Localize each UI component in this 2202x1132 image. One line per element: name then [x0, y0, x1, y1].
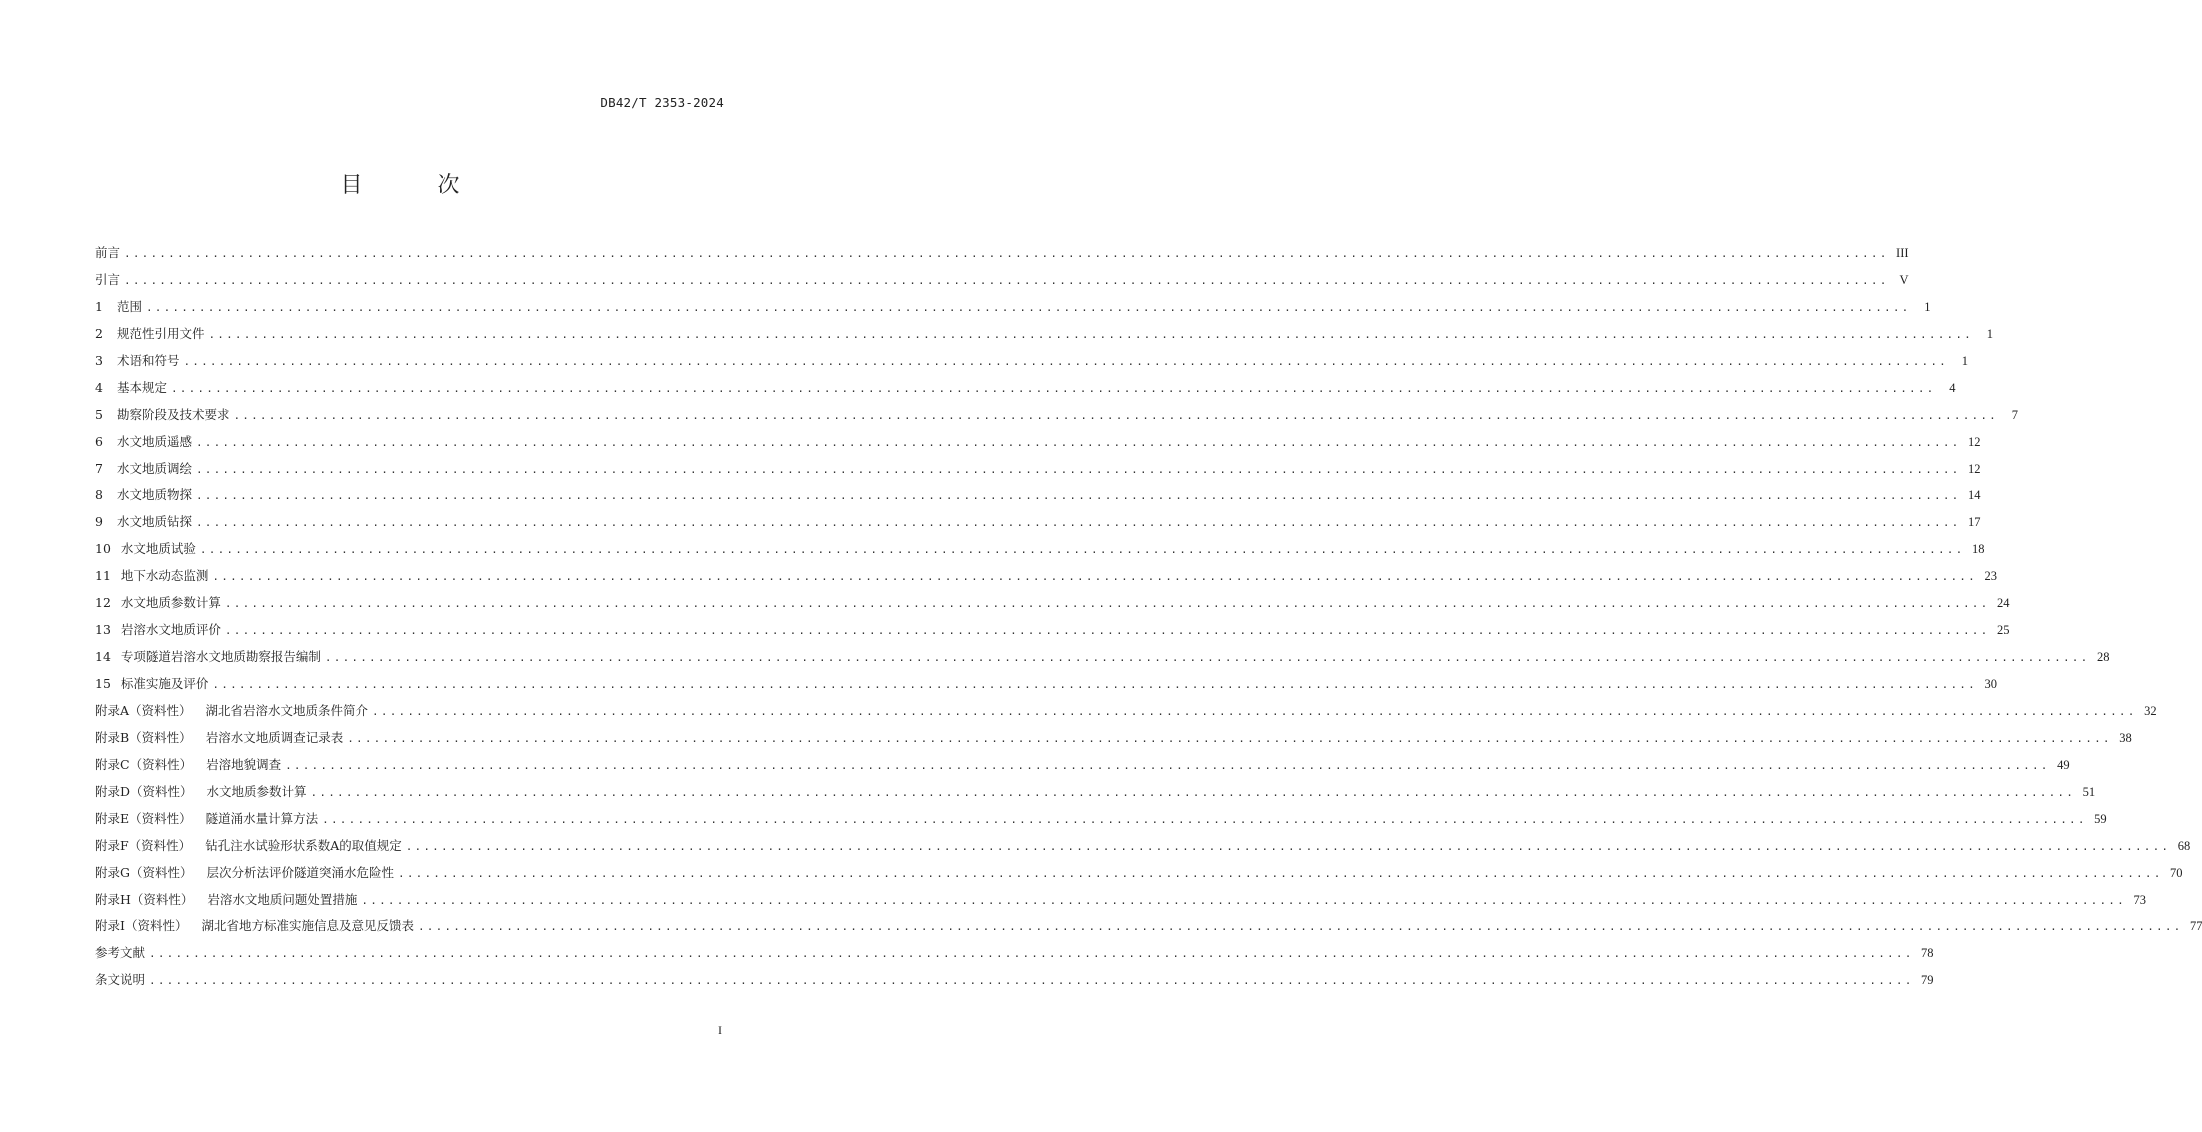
toc-entry-number: 10 — [95, 541, 111, 557]
toc-entry-number: 附录H（资料性） — [95, 891, 194, 907]
toc-entry-number: 9 — [95, 514, 103, 530]
toc-entry-number: 11 — [95, 568, 111, 584]
toc-entry-page: 25 — [1996, 623, 2010, 638]
toc-dot-leader: ........................................................................................................................................................................................................ — [233, 408, 1998, 422]
document-code: DB42/T 2353-2024 — [600, 95, 724, 110]
toc-entry[interactable] — [95, 402, 2018, 429]
toc-entry-page: 30 — [1984, 677, 1997, 691]
toc-entry-number: 附录F（资料性） — [95, 837, 192, 853]
toc-dot-leader: ........................................................................................................................................................................................................ — [372, 704, 2137, 718]
toc-dot-leader: ........................................................................................................................................................................................................ — [149, 974, 1914, 988]
toc-entry-number: 8 — [95, 487, 103, 503]
toc-entry-number: 13 — [95, 622, 111, 638]
toc-entry[interactable] — [95, 294, 1931, 321]
toc-dot-leader: ........................................................................................................................................................................................................ — [149, 947, 1914, 961]
toc-entry-title: 参考文献 — [95, 945, 146, 961]
toc-entry-number: 附录I（资料性） — [95, 918, 188, 934]
toc-entry[interactable] — [95, 887, 2146, 914]
toc-entry-page: 1 — [1986, 326, 1993, 341]
toc-entry-number: 4 — [95, 379, 103, 395]
toc-entry-title: 术语和符号 — [116, 352, 180, 368]
toc-entry-title: 岩溶水文地质问题处置措施 — [207, 891, 358, 907]
toc-entry[interactable] — [95, 590, 2010, 617]
toc-entry-title: 水文地质钻探 — [116, 514, 192, 530]
toc-entry[interactable] — [95, 725, 2132, 752]
toc-entry-title: 水文地质调绘 — [116, 460, 192, 476]
toc-dot-leader: ........................................................................................................................................................................................................ — [124, 273, 1889, 287]
toc-entry[interactable] — [95, 482, 1981, 509]
toc-entry-title: 钻孔注水试验形状系数A的取值规定 — [205, 837, 402, 853]
toc-entry-page: 79 — [1921, 973, 1934, 988]
toc-entry-title: 湖北省岩溶水文地质条件简介 — [205, 702, 369, 718]
toc-entry-page: 68 — [2177, 838, 2191, 853]
toc-entry[interactable] — [95, 429, 1981, 456]
toc-entry-page: 49 — [2057, 757, 2070, 772]
toc-entry[interactable] — [95, 563, 1997, 590]
toc-entry-number: 1 — [95, 298, 103, 314]
toc-dot-leader: ........................................................................................................................................................................................................ — [347, 731, 2112, 745]
toc-dot-leader: ........................................................................................................................................................................................................ — [310, 785, 2076, 799]
toc-entry[interactable] — [95, 698, 2157, 725]
toc-entry[interactable] — [95, 860, 2183, 887]
toc-entry-title: 岩溶水文地质评价 — [120, 622, 221, 638]
toc-entry-title: 水文地质遥感 — [116, 433, 192, 449]
toc-entry-number: 附录C（资料性） — [95, 756, 193, 772]
toc-dot-leader: ........................................................................................................................................................................................................ — [285, 758, 2050, 772]
toc-entry[interactable] — [95, 348, 1968, 375]
toc-entry-page: 73 — [2133, 892, 2146, 907]
toc-dot-leader: ........................................................................................................................................................................................................ — [199, 543, 1965, 557]
toc-entry-title: 水文地质试验 — [120, 541, 196, 557]
toc-entry-title: 岩溶地貌调查 — [206, 756, 282, 772]
toc-entry-page: 1 — [1961, 353, 1968, 368]
toc-entry-number: 6 — [95, 433, 103, 449]
toc-entry-page: 78 — [1921, 946, 1934, 961]
toc-dot-leader: ........................................................................................................................................................................................................ — [195, 435, 1961, 449]
toc-entry-title: 专项隧道岩溶水文地质勘察报告编制 — [120, 649, 321, 665]
toc-entry-title: 水文地质参数计算 — [206, 783, 307, 799]
toc-entry-page: 32 — [2144, 703, 2157, 718]
toc-entry-title: 层次分析法评价隧道突涌水危险性 — [206, 864, 395, 880]
toc-dot-leader: ........................................................................................................................................................................................................ — [417, 920, 2183, 934]
toc-entry[interactable] — [95, 536, 1985, 563]
toc-entry-page: 12 — [1967, 434, 1981, 449]
toc-dot-leader: ........................................................................................................................................................................................................ — [398, 866, 2163, 880]
toc-dot-leader: ........................................................................................................................................................................................................ — [124, 247, 1889, 260]
toc-dot-leader: ........................................................................................................................................................................................................ — [405, 839, 2171, 853]
toc-entry[interactable] — [95, 240, 1909, 267]
toc-dot-leader: ........................................................................................................................................................................................................ — [324, 651, 2090, 665]
toc-entry[interactable] — [95, 779, 2096, 806]
toc-dot-leader: ........................................................................................................................................................................................................ — [170, 381, 1936, 395]
toc-dot-leader: ........................................................................................................................................................................................................ — [322, 812, 2087, 826]
toc-entry[interactable] — [95, 644, 2110, 671]
table-of-contents — [95, 240, 2202, 994]
toc-entry-title: 条文说明 — [95, 972, 146, 988]
toc-entry-title: 规范性引用文件 — [116, 325, 205, 341]
toc-entry-number: 附录E（资料性） — [95, 810, 192, 826]
toc-entry-page: 70 — [2170, 865, 2183, 880]
toc-entry[interactable] — [95, 267, 1909, 294]
toc-entry[interactable] — [95, 806, 2107, 833]
toc-entry[interactable] — [95, 321, 1993, 348]
toc-entry-page: V — [1899, 272, 1909, 287]
toc-entry[interactable] — [95, 967, 1934, 994]
toc-entry[interactable] — [95, 375, 1956, 402]
toc-entry[interactable] — [95, 752, 2070, 779]
toc-entry-title: 湖北省地方标准实施信息及意见反馈表 — [201, 918, 414, 934]
page-title: 目 次 — [340, 173, 494, 198]
toc-entry-number: 5 — [95, 406, 103, 422]
toc-entry-page: 28 — [2096, 650, 2110, 665]
toc-entry-number: 3 — [95, 352, 103, 368]
toc-dot-leader: ........................................................................................................................................................................................................ — [212, 570, 1977, 584]
toc-dot-leader: ........................................................................................................................................................................................................ — [183, 354, 1948, 368]
toc-entry-number: 14 — [95, 649, 111, 665]
toc-entry-title: 前言 — [95, 245, 121, 260]
toc-entry-number: 附录B（资料性） — [95, 729, 192, 745]
toc-entry-title: 地下水动态监测 — [120, 568, 209, 584]
toc-entry-page: 4 — [1949, 380, 1956, 395]
toc-entry-number: 7 — [95, 460, 103, 476]
toc-entry-page: 77 — [2189, 919, 2202, 934]
toc-entry-title: 基本规定 — [116, 379, 167, 395]
toc-entry[interactable] — [95, 456, 1981, 483]
toc-dot-leader: ........................................................................................................................................................................................................ — [224, 624, 1990, 638]
toc-entry-title: 水文地质物探 — [116, 487, 192, 503]
toc-entry-number: 12 — [95, 595, 111, 611]
toc-entry-page: 7 — [2011, 407, 2018, 422]
toc-dot-leader: ........................................................................................................................................................................................................ — [208, 327, 1973, 341]
toc-entry-page: 12 — [1967, 461, 1981, 476]
toc-entry-page: 51 — [2082, 784, 2096, 799]
toc-entry[interactable] — [95, 509, 1981, 536]
toc-entry-page: 17 — [1967, 515, 1981, 530]
toc-entry-page: 24 — [1996, 596, 2010, 611]
toc-dot-leader: ........................................................................................................................................................................................................ — [361, 893, 2126, 907]
toc-entry-page: III — [1896, 246, 1909, 260]
toc-entry-number: 附录D（资料性） — [95, 783, 193, 799]
toc-entry-page: 1 — [1924, 299, 1931, 314]
toc-entry[interactable] — [95, 940, 1934, 967]
toc-entry-title: 标准实施及评价 — [120, 676, 209, 691]
toc-entry[interactable] — [95, 913, 2202, 940]
toc-dot-leader: ........................................................................................................................................................................................................ — [195, 516, 1961, 530]
toc-entry-title: 水文地质参数计算 — [120, 595, 221, 611]
toc-entry-number: 15 — [95, 676, 111, 691]
toc-entry-number: 附录G（资料性） — [95, 864, 193, 880]
toc-entry-number: 附录A（资料性） — [95, 702, 192, 718]
toc-entry-page: 18 — [1971, 542, 1985, 557]
toc-entry[interactable] — [95, 833, 2191, 860]
toc-dot-leader: ........................................................................................................................................................................................................ — [145, 300, 1911, 314]
toc-dot-leader: ........................................................................................................................................................................................................ — [195, 489, 1961, 503]
toc-entry-title: 引言 — [95, 271, 121, 287]
toc-entry-title: 范围 — [116, 298, 142, 314]
toc-entry[interactable] — [95, 671, 1997, 698]
toc-entry-page: 59 — [2094, 811, 2107, 826]
toc-entry-page: 38 — [2119, 730, 2132, 745]
toc-entry[interactable] — [95, 617, 2010, 644]
toc-entry-title: 隧道涌水量计算方法 — [205, 810, 319, 826]
toc-entry-title: 岩溶水文地质调查记录表 — [205, 729, 344, 745]
toc-dot-leader: ........................................................................................................................................................................................................ — [224, 597, 1990, 611]
toc-dot-leader: ........................................................................................................................................................................................................ — [195, 462, 1961, 476]
page-number: I — [718, 1023, 722, 1037]
toc-dot-leader: ........................................................................................................................................................................................................ — [212, 678, 1977, 691]
toc-entry-page: 23 — [1984, 569, 1997, 584]
toc-entry-page: 14 — [1967, 488, 1981, 503]
toc-entry-number: 2 — [95, 325, 103, 341]
toc-entry-title: 勘察阶段及技术要求 — [116, 406, 230, 422]
